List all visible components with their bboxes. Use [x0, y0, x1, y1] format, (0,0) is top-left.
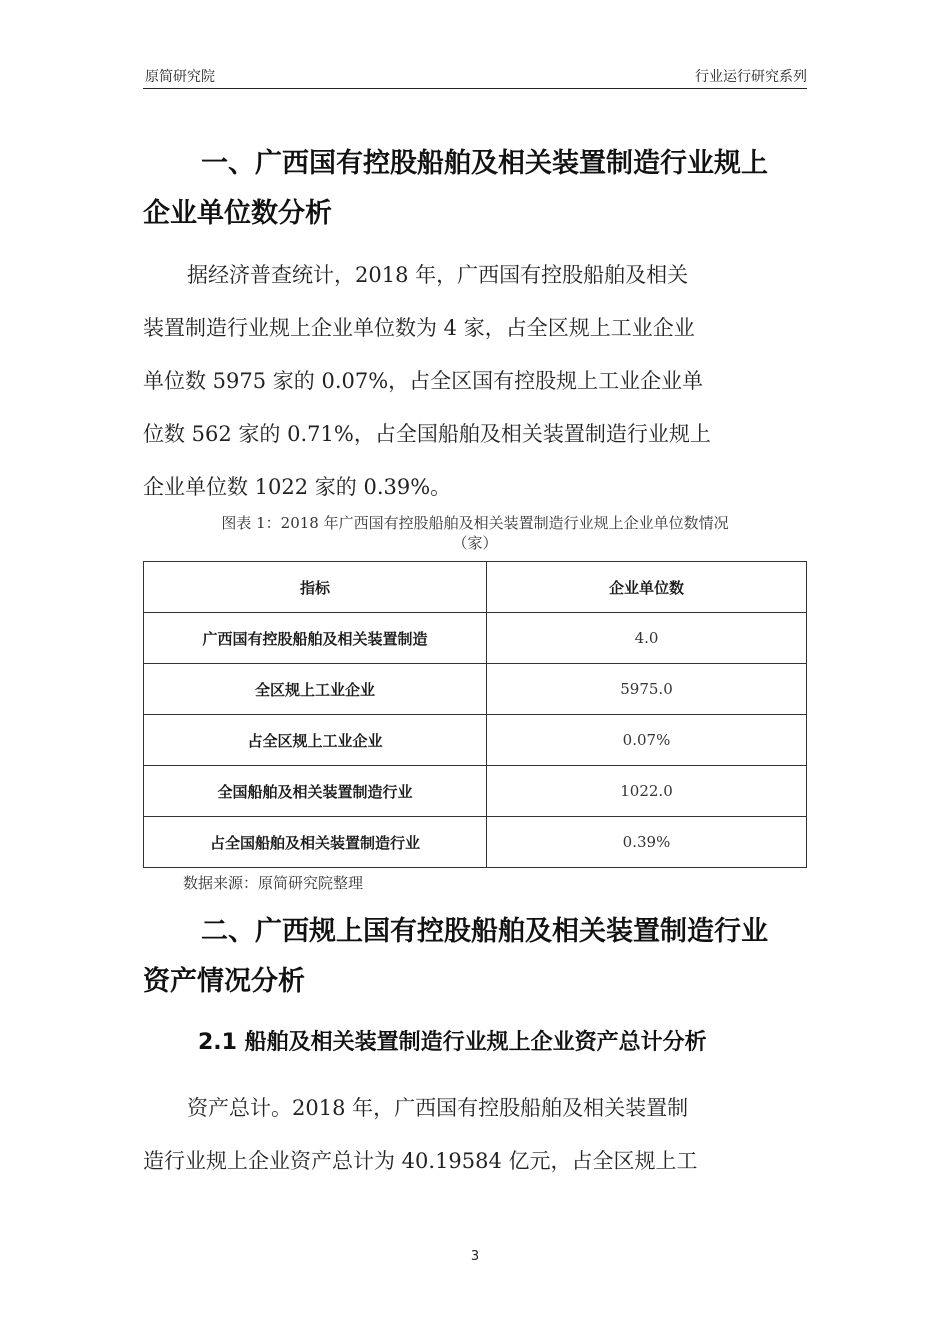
- row-label: 占全区规上工业企业: [144, 715, 487, 766]
- table-row: [144, 817, 807, 868]
- row-label: 占全国船舶及相关装置制造行业: [144, 817, 487, 868]
- section2-paragraph: [143, 1082, 807, 1188]
- paragraph-line: 装置制造行业规上企业单位数为 4 家，占全区规上工业企业: [143, 316, 695, 340]
- table-header-row: [144, 562, 807, 613]
- paragraph-line: 位数 562 家的 0.71%，占全国船舶及相关装置制造行业规上: [143, 422, 711, 446]
- row-value: 0.39%: [487, 817, 807, 868]
- table-row: [144, 766, 807, 817]
- row-value: 4.0: [487, 613, 807, 664]
- table-row: [144, 613, 807, 664]
- section1-paragraph: [143, 249, 807, 514]
- paragraph-line: 企业单位数 1022 家的 0.39%。: [143, 475, 452, 499]
- row-label: 广西国有控股船舶及相关装置制造: [144, 613, 487, 664]
- section2-heading-line2: 资产情况分析: [143, 966, 305, 997]
- row-label: 全国船舶及相关装置制造行业: [144, 766, 487, 817]
- header-org-name: 原简研究院: [145, 69, 215, 85]
- enterprise-count-table: [143, 561, 807, 868]
- paragraph-line: 单位数 5975 家的 0.07%，占全区国有控股规上工业企业单: [143, 369, 704, 393]
- section2-heading: [143, 907, 807, 1007]
- table-caption-line2: （家）: [452, 534, 498, 552]
- table-row: [144, 664, 807, 715]
- section1-heading-line1: 一、广西国有控股船舶及相关装置制造行业规上: [201, 148, 768, 179]
- row-label: 全区规上工业企业: [144, 664, 487, 715]
- table-row: [144, 715, 807, 766]
- paragraph-line: 造行业规上企业资产总计为 40.19584 亿元，占全区规上工: [143, 1149, 698, 1173]
- column-header-count: 企业单位数: [487, 562, 807, 613]
- section2-subheading: 2.1 船舶及相关装置制造行业规上企业资产总计分析: [198, 1030, 707, 1055]
- table-caption: [143, 513, 807, 553]
- paragraph-line: 资产总计。2018 年，广西国有控股船舶及相关装置制: [187, 1096, 689, 1120]
- row-value: 1022.0: [487, 766, 807, 817]
- page-number: 3: [470, 1249, 480, 1264]
- paragraph-line: 据经济普查统计，2018 年，广西国有控股船舶及相关: [187, 263, 689, 287]
- table-caption-line1: 图表 1：2018 年广西国有控股船舶及相关装置制造行业规上企业单位数情况: [221, 514, 729, 532]
- table-source-note: 数据来源：原简研究院整理: [183, 874, 364, 892]
- section1-heading: [143, 139, 807, 239]
- column-header-indicator: 指标: [144, 562, 487, 613]
- row-value: 5975.0: [487, 664, 807, 715]
- section1-heading-line2: 企业单位数分析: [143, 198, 332, 229]
- section2-heading-line1: 二、广西规上国有控股船舶及相关装置制造行业: [201, 916, 768, 947]
- row-value: 0.07%: [487, 715, 807, 766]
- header-divider: [143, 88, 807, 89]
- header-series-name: 行业运行研究系列: [695, 69, 807, 85]
